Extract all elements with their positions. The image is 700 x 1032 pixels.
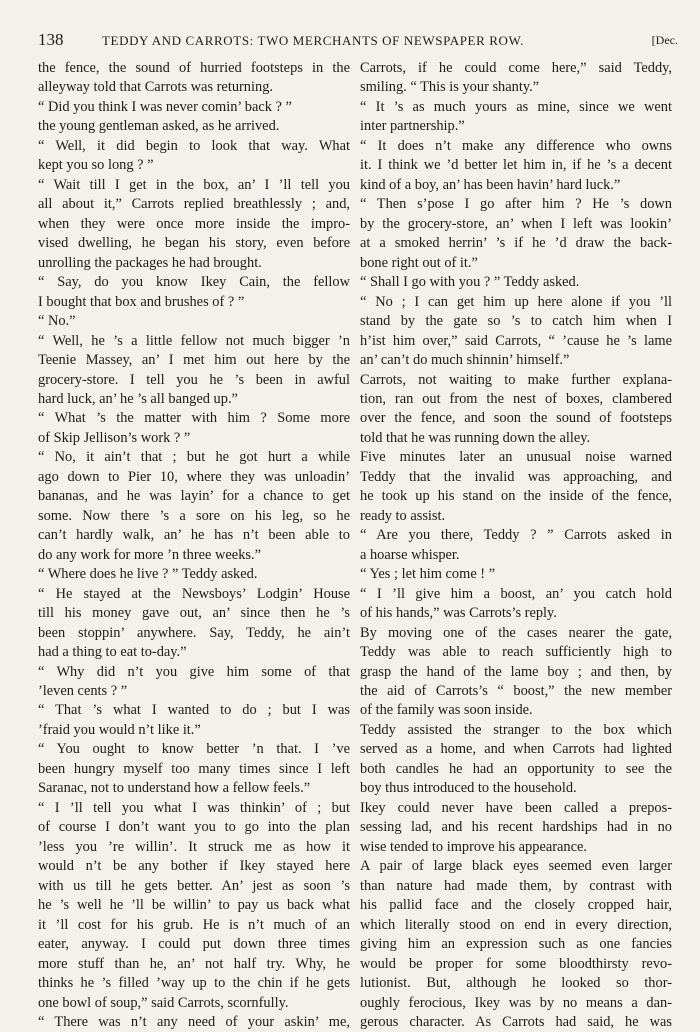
text-line: “ It ’s as much yours as mine, since we went [360,98,672,115]
text-line: ’leven cents ? ” [38,683,128,699]
text-line: “ Why did n’t you give him some of that [38,663,350,680]
page-number: 138 [38,30,64,49]
text-line: “ I ’ll give him a boost, an’ you catch hold [360,585,672,602]
text-line: of the family was soon inside. [360,702,533,719]
text-line: “ No ; I can get him up here alone if you ’ll [360,293,672,310]
text-line: he took up his stand on the inside of the fence, [360,488,672,505]
text-line: “ He stayed at the Newsboys’ Lodgin’ House [38,585,350,602]
text-line: with us till he gets better. An’ jest as soon ’s [38,877,350,894]
text-line: “ It does n’t make any difference who owns [360,137,672,154]
text-line: had a thing to eat to-day.” [38,644,187,661]
text-line: one bowl of soup,” said Carrots, scornfully. [38,994,289,1011]
text-line: a hoarse whisper. [360,546,460,563]
text-line: all about it,” Carrots replied breathlessly ; and, [38,196,350,213]
text-line: “ Then s’pose I go after him ? He ’s down [360,196,672,213]
running-title: TEDDY AND CARROTS: TWO MERCHANTS OF NEWSPAPER ROW. [102,33,524,48]
text-line: Saranac, not to understand how a fellow feels.” [38,780,311,797]
text-line: some. Now there ’s a sore on his leg, so he [38,507,350,524]
text-line: the aid of Carrots’s “ boost,” the new member [360,683,672,699]
text-line: gerous character. As Carrots had said, he was [360,1013,672,1030]
text-line: ago down to Pier 10, where they was unloadin’ [38,468,350,485]
text-line: would be proper for some bloodthirsty revo- [360,955,672,972]
text-line: Teddy assisted the stranger to the box which [360,721,672,738]
text-line: kept you so long ? ” [38,157,154,174]
text-line: an’ can’t do much shinnin’ himself.” [360,352,570,369]
text-line: bone right out of it.” [360,254,478,271]
text-line: I bought that box and brushes of ? ” [38,293,245,310]
text-line: Teddy was able to reach sufficiently high to [360,644,672,661]
text-line: tion, ran out from the nest of boxes, clambered [360,390,672,407]
text-line: “ Did you think I was never comin’ back ? ” [38,98,292,115]
text-line: eater, anyway. I could put down three times [38,936,350,953]
text-line: oughly ferocious, Ikey was by no means a dan- [360,994,672,1011]
text-line: he ’s well he ’ll be willin’ to pay us back what [38,897,350,914]
text-line: “ There was n’t any need of your askin’ me, [38,1013,350,1030]
text-line: told that he was running down the alley. [360,429,591,446]
text-line: “ Shall I go with you ? ” Teddy asked. [360,274,580,291]
text-line: “ You ought to know better ’n that. I ’ve [38,741,350,758]
text-line: grasp the hand of the lame boy ; and then, by [360,663,672,680]
running-header [38,30,678,52]
text-line: ’fraid you would n’t like it.” [38,721,201,738]
text-line: stand by the gate so ’s to catch him when I [360,313,672,330]
text-line: giving him an expression such as one fancies [360,936,672,953]
text-line: bananas, and he was layin’ for a chance to get [38,488,350,505]
text-line: do any work for more ’n three weeks.” [38,546,261,563]
text-line: his pallid face and the closely cropped hair, [360,897,672,914]
text-line: “ Say, do you know Ikey Cain, the fellow [38,274,350,291]
text-line: “ No, it ain’t that ; but he got hurt a while [38,449,350,466]
text-line: the fence, the sound of hurried footsteps in the [38,60,350,76]
text-line: kind of a boy, an’ has been havin’ hard luck.” [360,176,621,193]
text-line: alleyway told that Carrots was returning. [38,79,273,96]
text-line: sessing lad, and his recent hardships had in no [360,819,672,836]
text-line: Five minutes later an unusual noise warned [360,449,672,466]
text-line: “ Wait till I get in the box, an’ I ’ll tell you [38,176,350,193]
text-line: thinks he ’s filled ’way up to the chin if he gets [38,975,350,992]
text-line: “ Where does he live ? ” Teddy asked. [38,566,258,583]
text-line: served as a home, and when Carrots had lighted [360,741,672,758]
issue-month: [Dec. [651,33,678,47]
text-line: boy thus introduced to the household. [360,780,577,797]
text-line: Ikey could never have been called a prepos- [360,799,672,816]
text-line: “ No.” [38,313,76,330]
text-line: wise tended to improve his appearance. [360,838,587,855]
text-line: A pair of large black eyes seemed even larger [360,858,672,875]
text-line: “ Are you there, Teddy ? ” Carrots asked in [360,527,672,544]
text-line: grocery-store. I tell you he ’s been in awful [38,371,350,388]
text-line: “ Yes ; let him come ! ” [360,566,496,583]
text-line: over the fence, and soon the sound of footsteps [360,410,672,427]
text-line: Carrots, if he could come here,” said Teddy, [360,60,672,76]
text-line: been stoppin’ anywhere. Say, Teddy, he ain’t [38,624,350,641]
text-line: when they were once more inside the impro- [38,215,350,232]
text-line: vised dwelling, he began his story, even before [38,235,350,252]
text-line: Teenie Massey, an’ I met him out here by the [38,352,350,369]
text-line: the young gentleman asked, as he arrived. [38,118,280,135]
text-line: of course I don’t want you to go into the plan [38,819,350,836]
text-line: at a smoked herrin’ ’s if he ’d draw the back- [360,235,672,252]
text-line: smiling. “ This is your shanty.” [360,79,540,96]
text-line: unrolling the packages he had brought. [38,254,262,271]
text-line: “ I ’ll tell you what I was thinkin’ of ; but [38,799,350,816]
text-line: ’less you ’re willin’. It struck me as how it [38,838,350,855]
text-line: which literally stood on end in every direction, [360,916,672,933]
text-line: “ Well, it did begin to look that way. What [38,137,350,154]
text-line: lutionist. But, although he looked so thor- [360,975,672,992]
text-line: “ That ’s what I wanted to do ; but I was [38,702,350,719]
text-line: of his hands,” was Carrots’s reply. [360,605,557,622]
right-column [360,59,672,1032]
text-line: it. I think we ’d better let him in, if he ’s a decent [360,157,672,174]
text-line: been hungry myself too many times since I left [38,760,350,777]
text-line: till his money gave out, an’ since then he ’s [38,605,350,622]
text-line: more stuff than he, an’ not half try. Why, he [38,955,350,972]
text-line: Teddy that the invalid was approaching, and [360,468,672,485]
text-line: it ’ll cost for his grub. He is n’t much of an [38,916,350,933]
left-column [38,59,350,1032]
text-line: can’t hardly walk, an’ he has n’t been able to [38,527,350,544]
text-line: both candles he had an opportunity to see the [360,760,672,777]
text-line: h’ist him over,” said Carrots, “ ’cause he ’s lame [360,332,672,349]
text-line: “ What ’s the matter with him ? Some more [38,410,350,427]
text-line: Carrots, not waiting to make further explana- [360,371,672,388]
text-line: By moving one of the cases nearer the gate, [360,624,672,641]
text-line: inter partnership.” [360,118,465,135]
text-line: “ Well, he ’s a little fellow not much bigger ’n [38,332,350,349]
text-line: would n’t be any bother if Ikey stayed here [38,858,350,875]
text-line: ready to assist. [360,507,446,524]
text-line: of Skip Jellison’s work ? ” [38,429,191,446]
text-line: than nature had made them, by contrast with [360,877,672,894]
text-line: by the grocery-store, an’ when I left was lookin’ [360,215,672,232]
text-line: hard luck, an’ he ’s all banged up.” [38,390,238,407]
